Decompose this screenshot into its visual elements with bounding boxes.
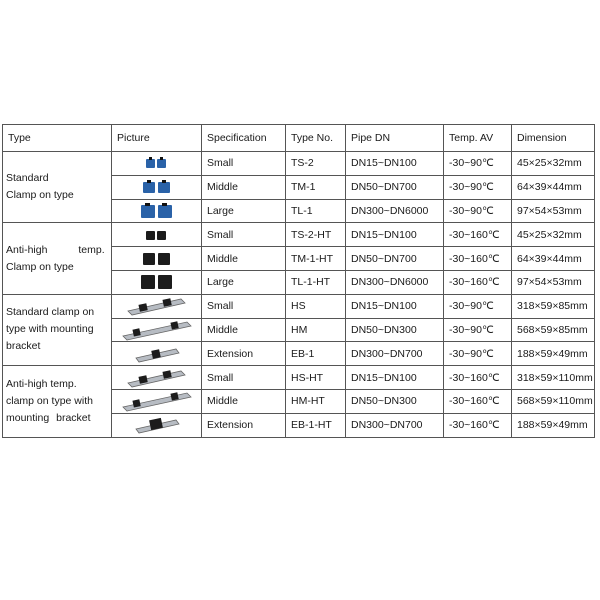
product-spec-table <box>2 124 595 438</box>
dimension-cell: 64×39×44mm <box>512 175 595 199</box>
type-cell <box>3 223 112 294</box>
spec-cell: Large <box>202 270 286 294</box>
picture-cell <box>112 366 202 390</box>
header-row <box>3 125 595 152</box>
blue-middle-transducer-icon <box>142 179 172 195</box>
pipe-dn-cell: DN300~DN700 <box>346 342 444 366</box>
spec-cell: Small <box>202 152 286 176</box>
dimension-cell: 97×54×53mm <box>512 199 595 223</box>
pipe-dn-cell: DN15~DN100 <box>346 223 444 247</box>
spec-cell: Middle <box>202 389 286 413</box>
picture-cell <box>112 199 202 223</box>
dimension-cell: 188×59×49mm <box>512 413 595 437</box>
col-type-header: Type <box>3 125 112 152</box>
black-middle-transducer-icon <box>142 251 172 267</box>
type-cell <box>3 366 112 437</box>
short-ht-mounting-bracket-icon <box>125 367 189 389</box>
long-mounting-bracket-icon <box>121 319 193 341</box>
temp-cell: -30~160℃ <box>444 223 512 247</box>
spec-cell: Middle <box>202 318 286 342</box>
type-label-line: bracket <box>6 340 41 353</box>
pipe-dn-cell: DN300~DN6000 <box>346 270 444 294</box>
spec-cell: Middle <box>202 175 286 199</box>
type-no-cell: TM-1 <box>286 175 346 199</box>
pipe-dn-cell: DN50~DN700 <box>346 247 444 271</box>
picture-cell <box>112 294 202 318</box>
dimension-cell: 97×54×53mm <box>512 270 595 294</box>
temp-cell: -30~90℃ <box>444 175 512 199</box>
temp-cell: -30~160℃ <box>444 413 512 437</box>
picture-cell <box>112 247 202 271</box>
col-temp-header: Temp. AV <box>444 125 512 152</box>
picture-cell <box>112 223 202 247</box>
table-row <box>3 223 595 247</box>
picture-cell <box>112 175 202 199</box>
extension-bracket-icon <box>132 344 182 364</box>
dimension-cell: 568×59×110mm <box>512 389 595 413</box>
picture-cell <box>112 152 202 176</box>
pipe-dn-cell: DN50~DN300 <box>346 389 444 413</box>
temp-cell: -30~160℃ <box>444 247 512 271</box>
type-label-line: Anti-high temp. <box>6 377 77 390</box>
dimension-cell: 568×59×85mm <box>512 318 595 342</box>
picture-cell <box>112 318 202 342</box>
type-no-cell: TL-1 <box>286 199 346 223</box>
type-label-line: Standard clamp on <box>6 306 95 319</box>
col-pipe-dn-header: Pipe DN <box>346 125 444 152</box>
temp-cell: -30~90℃ <box>444 152 512 176</box>
temp-cell: -30~90℃ <box>444 318 512 342</box>
type-cell <box>3 152 112 223</box>
temp-cell: -30~90℃ <box>444 342 512 366</box>
blue-small-transducer-icon <box>144 156 170 170</box>
picture-cell <box>112 413 202 437</box>
pipe-dn-cell: DN300~DN6000 <box>346 199 444 223</box>
long-ht-mounting-bracket-icon <box>121 390 193 412</box>
type-label-line: type with mounting <box>6 323 94 336</box>
dimension-cell: 318×59×110mm <box>512 366 595 390</box>
short-mounting-bracket-icon <box>125 295 189 317</box>
black-large-transducer-icon <box>140 273 174 291</box>
type-label-line: Clamp on type <box>6 189 74 202</box>
picture-cell <box>112 389 202 413</box>
dimension-cell: 318×59×85mm <box>512 294 595 318</box>
type-no-cell: EB-1 <box>286 342 346 366</box>
type-label-line: Anti-high temp. <box>6 243 105 256</box>
temp-cell: -30~160℃ <box>444 270 512 294</box>
ht-extension-bracket-icon <box>132 414 182 436</box>
type-no-cell: EB-1-HT <box>286 413 346 437</box>
picture-cell <box>112 342 202 366</box>
type-no-cell: TS-2-HT <box>286 223 346 247</box>
col-dimension-header: Dimension <box>512 125 595 152</box>
pipe-dn-cell: DN300~DN700 <box>346 413 444 437</box>
type-label-line: Standard <box>6 172 49 185</box>
dimension-cell: 188×59×49mm <box>512 342 595 366</box>
type-no-cell: HS <box>286 294 346 318</box>
spec-cell: Extension <box>202 342 286 366</box>
spec-cell: Large <box>202 199 286 223</box>
spec-cell: Extension <box>202 413 286 437</box>
pipe-dn-cell: DN50~DN700 <box>346 175 444 199</box>
col-specification-header: Specification <box>202 125 286 152</box>
pipe-dn-cell: DN50~DN300 <box>346 318 444 342</box>
picture-cell <box>112 270 202 294</box>
table-row <box>3 152 595 176</box>
type-no-cell: HM-HT <box>286 389 346 413</box>
spec-cell: Small <box>202 223 286 247</box>
pipe-dn-cell: DN15~DN100 <box>346 152 444 176</box>
type-label-line: mounting bracket <box>6 411 91 424</box>
pipe-dn-cell: DN15~DN100 <box>346 366 444 390</box>
table-row <box>3 366 595 390</box>
temp-cell: -30~90℃ <box>444 199 512 223</box>
type-label-line: clamp on type with <box>6 394 93 407</box>
table-row <box>3 294 595 318</box>
spec-cell: Middle <box>202 247 286 271</box>
type-no-cell: HS-HT <box>286 366 346 390</box>
blue-large-transducer-icon <box>140 202 174 220</box>
black-small-transducer-icon <box>144 228 170 242</box>
spec-cell: Small <box>202 294 286 318</box>
temp-cell: -30~90℃ <box>444 294 512 318</box>
temp-cell: -30~160℃ <box>444 389 512 413</box>
type-no-cell: TM-1-HT <box>286 247 346 271</box>
col-type-no-header: Type No. <box>286 125 346 152</box>
type-no-cell: TL-1-HT <box>286 270 346 294</box>
temp-cell: -30~160℃ <box>444 366 512 390</box>
type-no-cell: HM <box>286 318 346 342</box>
spec-cell: Small <box>202 366 286 390</box>
type-label-line: Clamp on type <box>6 260 74 273</box>
type-cell <box>3 294 112 365</box>
col-picture-header: Picture <box>112 125 202 152</box>
pipe-dn-cell: DN15~DN100 <box>346 294 444 318</box>
type-no-cell: TS-2 <box>286 152 346 176</box>
dimension-cell: 64×39×44mm <box>512 247 595 271</box>
dimension-cell: 45×25×32mm <box>512 152 595 176</box>
dimension-cell: 45×25×32mm <box>512 223 595 247</box>
